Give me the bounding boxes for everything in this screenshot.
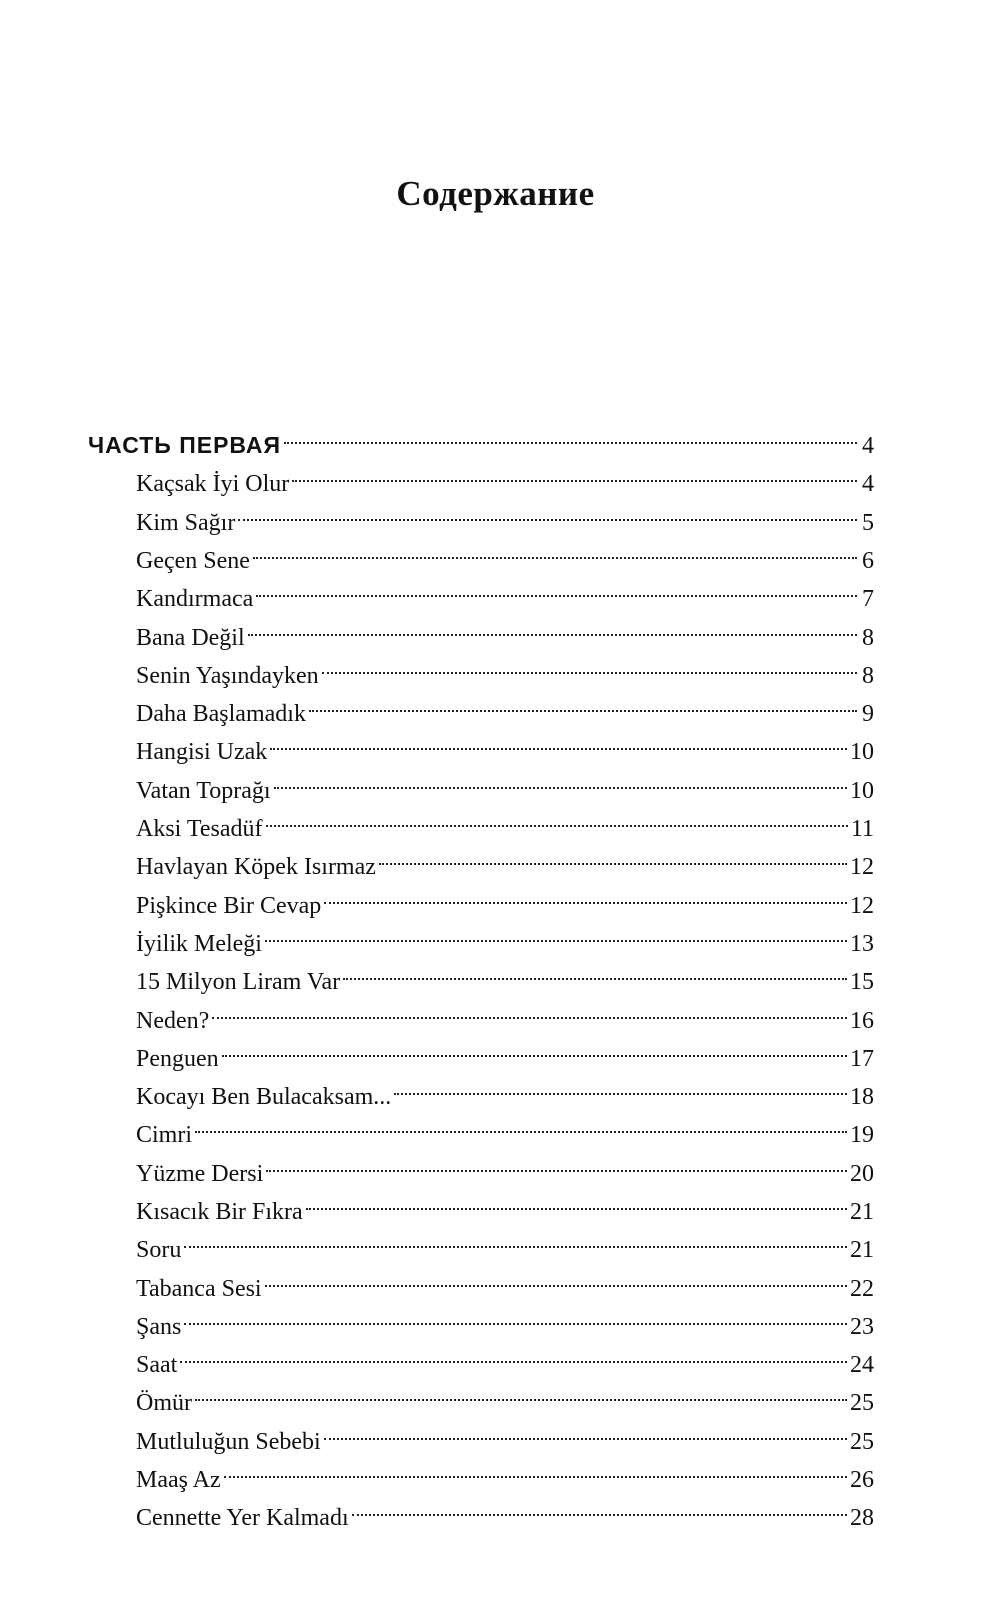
toc-entry: [136, 1032, 874, 1072]
toc-entry-title: Bana Değil: [136, 625, 245, 651]
toc-page-number: 20: [850, 1161, 874, 1187]
toc-entry: [136, 917, 874, 957]
toc-page-number: 4: [862, 471, 874, 497]
toc-page-number: 24: [850, 1352, 874, 1378]
toc-leader-dots: [212, 994, 847, 1028]
toc-leader-dots: [265, 1262, 847, 1296]
toc-entry-title: İyilik Meleği: [136, 931, 262, 957]
toc-page-number: 16: [850, 1008, 874, 1034]
toc-entry: [136, 1415, 874, 1455]
toc-page-number: 8: [862, 625, 874, 651]
toc-page-number: 7: [862, 586, 874, 612]
toc-page-number: 12: [850, 854, 874, 880]
toc-leader-dots: [248, 611, 857, 645]
toc-leader-dots: [195, 1108, 847, 1142]
toc-page-number: 21: [850, 1199, 874, 1225]
toc-leader-dots: [324, 1415, 847, 1449]
toc-entry: [136, 1453, 874, 1493]
toc-leader-dots: [274, 764, 847, 798]
toc-entry: [136, 572, 874, 612]
toc-page-number: 4: [862, 433, 874, 459]
toc-entry: [136, 1147, 874, 1187]
toc-leader-dots: [270, 725, 847, 759]
toc-entry: [136, 840, 874, 880]
toc-leader-dots: [379, 840, 847, 874]
toc-entry-title: Pişkince Bir Cevap: [136, 893, 322, 919]
toc-page-number: 17: [850, 1046, 874, 1072]
toc-entry-title: Şans: [136, 1314, 182, 1340]
toc-leader-dots: [180, 1338, 847, 1372]
toc-entry-title: Kocayı Ben Bulacaksam...: [136, 1084, 392, 1110]
toc-entry-title: Aksi Tesadüf: [136, 816, 263, 842]
toc-entry-title: Tabanca Sesi: [136, 1276, 262, 1302]
toc-leader-dots: [309, 687, 857, 721]
toc-leader-dots: [195, 1376, 847, 1410]
toc-page-number: 18: [850, 1084, 874, 1110]
toc-entry-title: Geçen Sene: [136, 548, 250, 574]
toc-leader-dots: [324, 879, 847, 913]
toc-leader-dots: [253, 534, 857, 568]
toc-entry-title: Cennette Yer Kalmadı: [136, 1505, 349, 1531]
toc-entry: [136, 1108, 874, 1148]
toc-entry-title: Daha Başlamadık: [136, 701, 306, 727]
toc-entry: [136, 725, 874, 765]
toc-entry-title: Penguen: [136, 1046, 219, 1072]
toc-page-number: 9: [862, 701, 874, 727]
toc-entry: [136, 687, 874, 727]
toc-leader-dots: [343, 955, 847, 989]
toc-page-number: 10: [850, 778, 874, 804]
toc-leader-dots: [256, 572, 857, 606]
toc-entry-title: Maaş Az: [136, 1467, 221, 1493]
toc-leader-dots: [322, 649, 857, 683]
toc-entry: [136, 1262, 874, 1302]
toc-entry-title: Kandırmaca: [136, 586, 254, 612]
toc-leader-dots: [184, 1300, 847, 1334]
toc-entry: [136, 611, 874, 651]
toc-entry: [136, 1185, 874, 1225]
toc-page-number: 21: [850, 1237, 874, 1263]
toc-entry-title: Soru: [136, 1237, 182, 1263]
page-title: Содержание: [396, 174, 595, 213]
toc-leader-dots: [265, 917, 847, 951]
toc-leader-dots: [222, 1032, 847, 1066]
toc-page-number: 25: [850, 1429, 874, 1455]
toc-entry: [136, 649, 874, 689]
toc-entry: [136, 955, 874, 995]
toc-page-number: 23: [850, 1314, 874, 1340]
toc-leader-dots: [266, 1147, 847, 1181]
toc-entry-title: Kim Sağır: [136, 510, 236, 536]
toc-entry: [136, 1223, 874, 1263]
toc-entry-title: 15 Milyon Liram Var: [136, 969, 341, 995]
toc-page-number: 25: [850, 1390, 874, 1416]
toc-entry: [136, 1338, 874, 1378]
toc-entry-title: Neden?: [136, 1008, 210, 1034]
toc-entry-title: Senin Yaşındayken: [136, 663, 319, 689]
toc-entry: [136, 1300, 874, 1340]
toc-leader-dots: [394, 1070, 847, 1104]
toc-entry: [136, 1376, 874, 1416]
toc-page-number: 6: [862, 548, 874, 574]
toc-leader-dots: [284, 419, 857, 453]
toc-page-number: 13: [850, 931, 874, 957]
toc-leader-dots: [352, 1491, 847, 1525]
toc-page-number: 12: [850, 893, 874, 919]
toc-entry-title: Kısacık Bir Fıkra: [136, 1199, 303, 1225]
toc-entry: [136, 879, 874, 919]
toc-entry: [136, 534, 874, 574]
toc-entry-title: Havlayan Köpek Isırmaz: [136, 854, 376, 880]
toc-page-number: 10: [850, 739, 874, 765]
toc-entry: [136, 764, 874, 804]
toc-entry-title: Mutluluğun Sebebi: [136, 1429, 321, 1455]
toc-part-label: ЧАСТЬ ПЕРВАЯ: [88, 432, 282, 458]
toc-entry-title: Hangisi Uzak: [136, 739, 268, 765]
toc-leader-dots: [292, 457, 857, 491]
toc-entry: [136, 802, 874, 842]
toc-leader-dots: [306, 1185, 847, 1219]
toc-page-number: 26: [850, 1467, 874, 1493]
toc-entry: [136, 1070, 874, 1110]
toc-page-number: 15: [850, 969, 874, 995]
toc-page-number: 22: [850, 1276, 874, 1302]
toc-entry-title: Ömür: [136, 1390, 192, 1416]
toc-page-number: 8: [862, 663, 874, 689]
toc-entry-title: Kaçsak İyi Olur: [136, 471, 290, 497]
toc-page-number: 28: [850, 1505, 874, 1531]
toc-page-number: 19: [850, 1122, 874, 1148]
toc-entry: [136, 994, 874, 1034]
toc-leader-dots: [238, 496, 857, 530]
toc-page-number: 11: [850, 816, 874, 842]
toc-entry-title: Vatan Toprağı: [136, 778, 271, 804]
toc-entry-title: Cimri: [136, 1122, 193, 1148]
toc-part-heading: [88, 419, 874, 459]
toc-entry-title: Yüzme Dersi: [136, 1161, 264, 1187]
toc-leader-dots: [266, 802, 848, 836]
toc-entry: [136, 457, 874, 497]
toc-leader-dots: [224, 1453, 847, 1487]
toc-page-number: 5: [862, 510, 874, 536]
toc-leader-dots: [184, 1223, 847, 1257]
toc-entry: [136, 496, 874, 536]
toc-entry: [136, 1491, 874, 1531]
toc-entry-title: Saat: [136, 1352, 178, 1378]
